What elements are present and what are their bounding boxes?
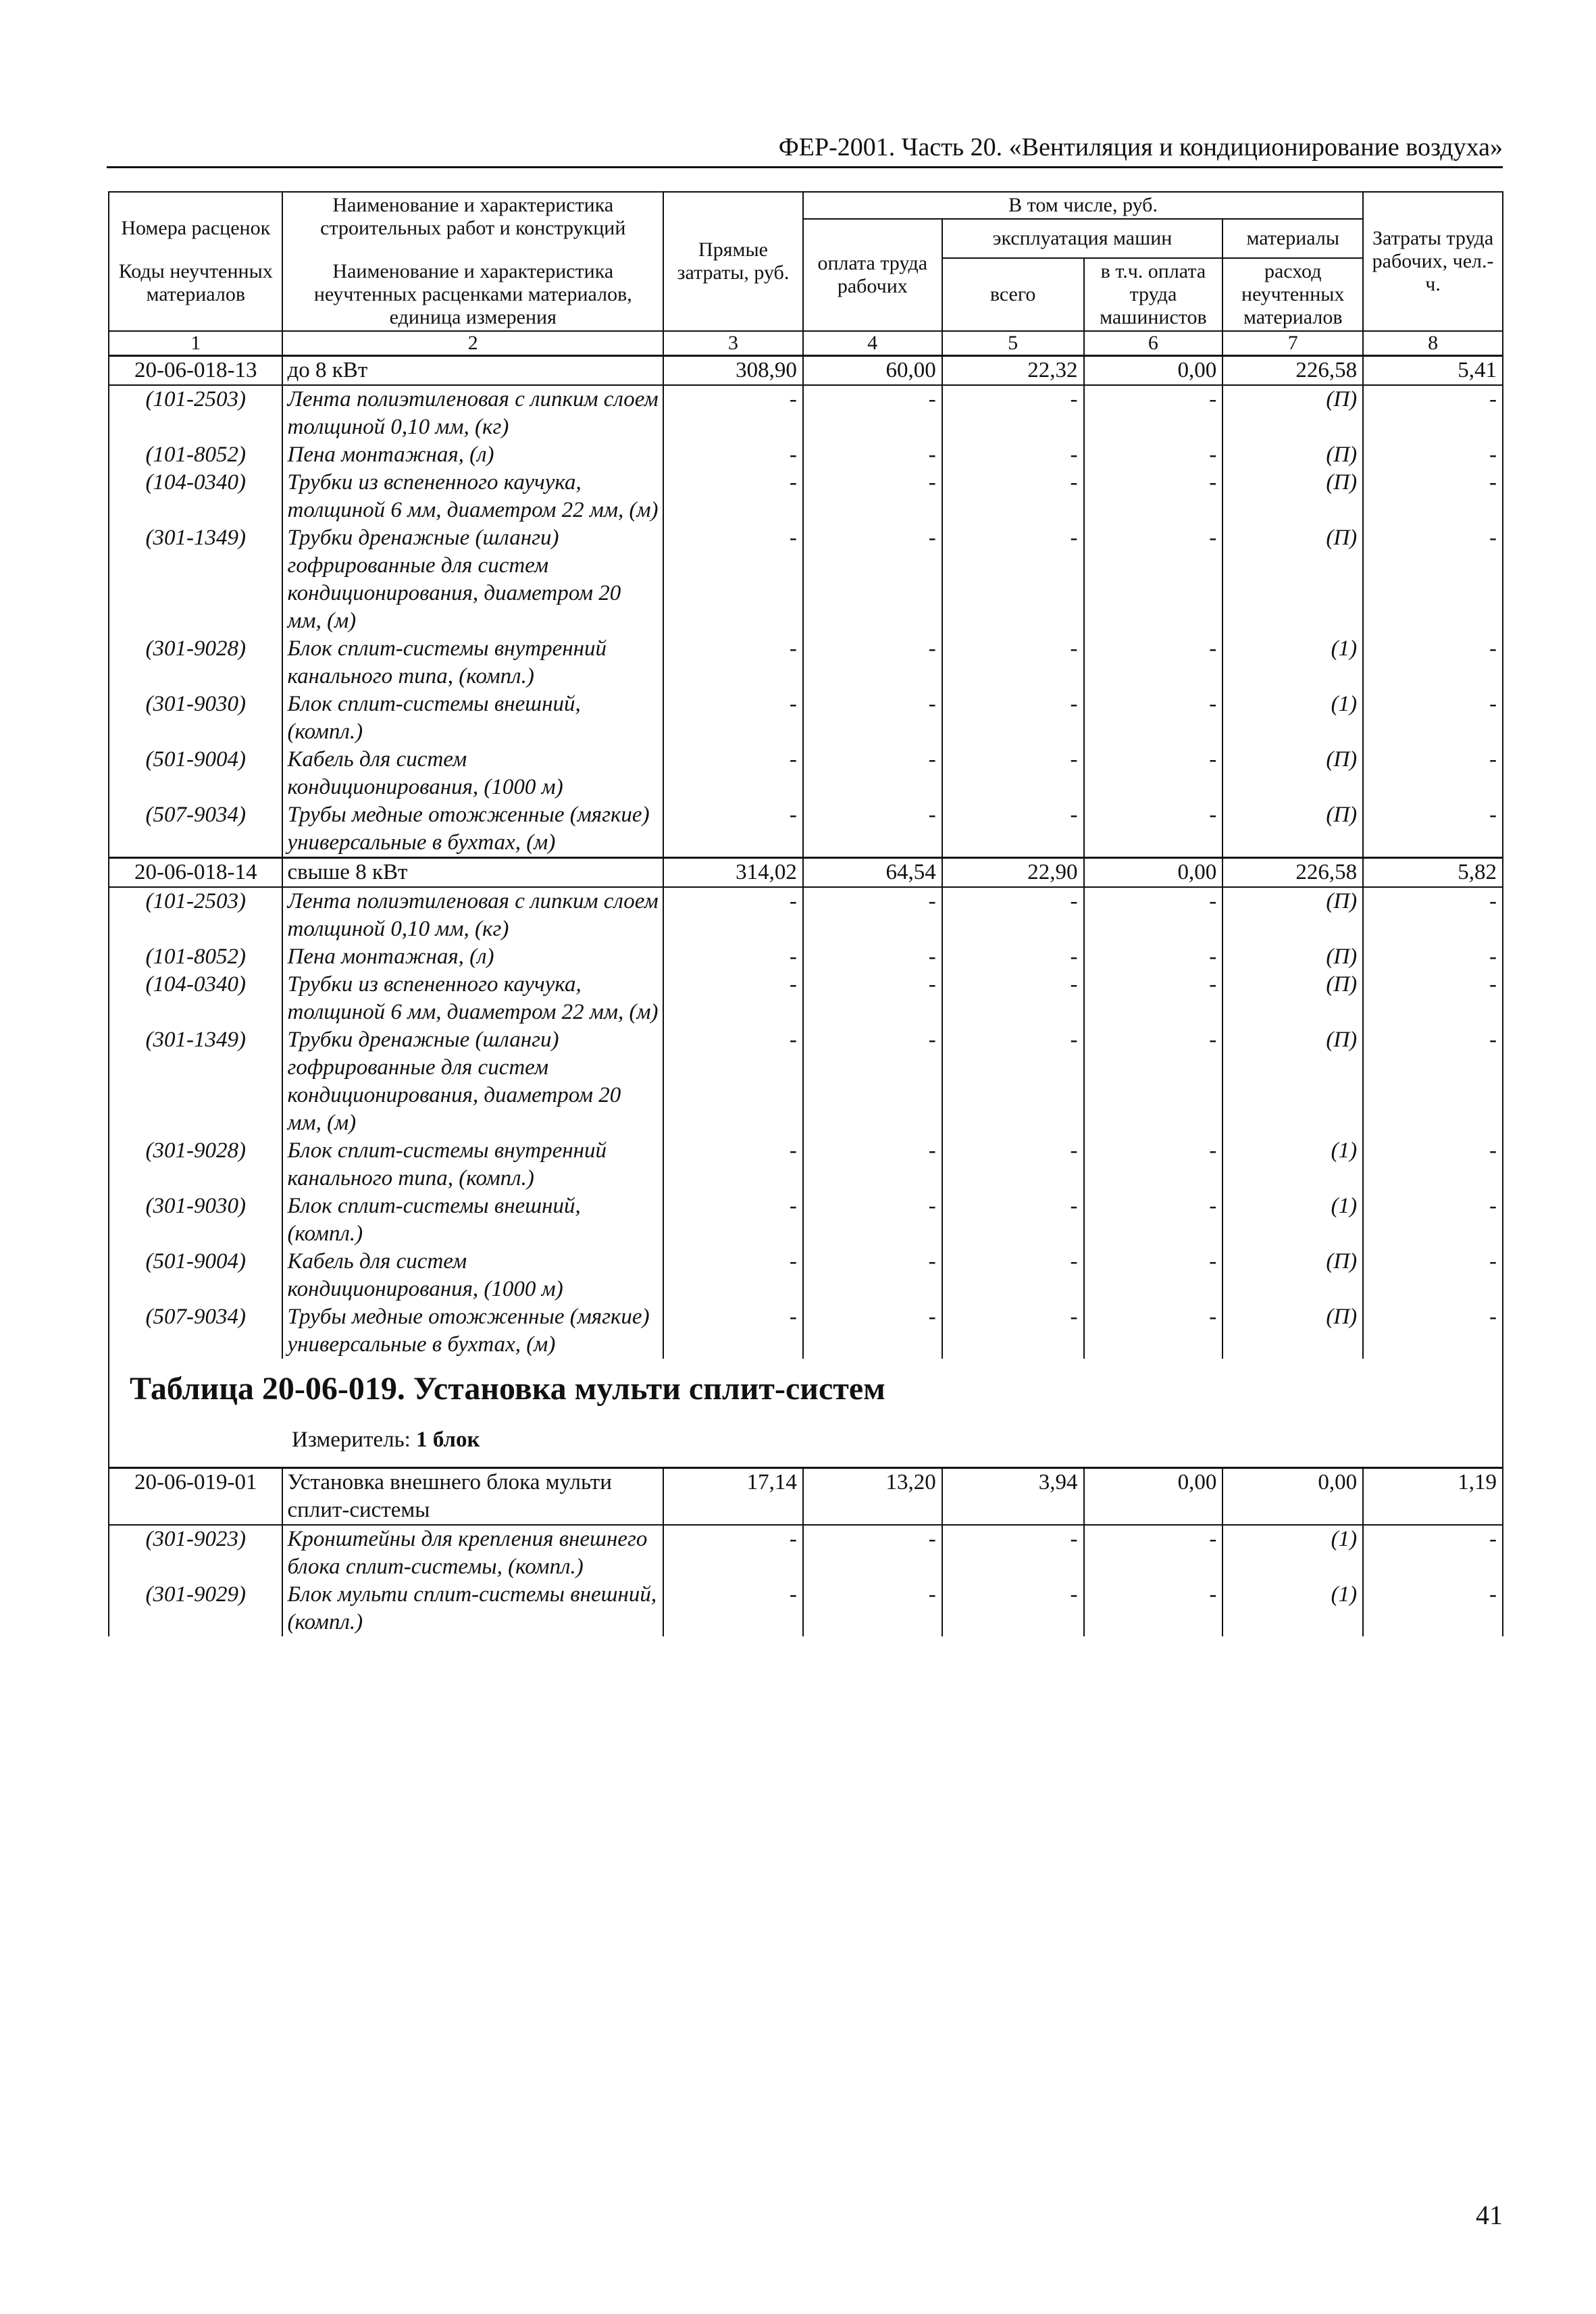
dash-cell: - [1084,441,1223,469]
column-number: 7 [1222,331,1363,356]
rate-code: 20-06-018-13 [109,356,282,386]
dash-cell: - [803,746,942,801]
rate-name: Установка внешнего блока мульти сплит-системы [282,1468,663,1526]
material-name: Трубки из вспененного каучука, толщиной 6 мм, диаметром 22 мм, (м) [282,469,663,524]
material-name: Кабель для систем кондиционирования, (1000 м) [282,1248,663,1303]
material-row [109,801,1503,858]
material-code: (507-9034) [109,1303,282,1359]
material-usage: (1) [1222,690,1363,746]
dash-cell: - [663,1137,803,1192]
header-worker-pay: оплата труда рабочих [803,219,942,331]
dash-cell: - [1363,1026,1503,1137]
dash-cell: - [663,1026,803,1137]
running-header: ФЕР-2001. Часть 20. «Вентиляция и кондиционирование воздуха» [778,133,1503,161]
header-work-name: Наименование и характеристика строительных работ и конструкций [320,194,626,239]
dash-cell: - [803,385,942,441]
material-code: (101-8052) [109,441,282,469]
dash-cell: - [942,1581,1084,1636]
rate-value-c3: 314,02 [663,858,803,888]
column-number: 3 [663,331,803,356]
dash-cell: - [1084,943,1223,971]
rate-value-c8: 5,41 [1363,356,1503,386]
dash-cell: - [1084,801,1223,858]
material-code: (301-9028) [109,635,282,690]
table2-title: Таблица 20-06-019. Установка мульти сплит-систем [130,1371,885,1407]
dash-cell: - [663,1303,803,1359]
dash-cell: - [1363,971,1503,1026]
material-row [109,1137,1503,1192]
material-usage: (П) [1222,524,1363,635]
material-name: Трубки дренажные (шланги) гофрированные для систем кондиционирования, диаметром 20 мм, (м) [282,1026,663,1137]
material-name: Трубы медные отожженные (мягкие) универсальные в бухтах, (м) [282,1303,663,1359]
dash-cell: - [663,1248,803,1303]
meter-value: 1 блок [416,1428,480,1452]
dash-cell: - [803,1192,942,1248]
table2-meter [292,1426,480,1453]
table2-caption [108,1359,1503,1467]
dash-cell: - [1363,635,1503,690]
material-code: (501-9004) [109,1248,282,1303]
dash-cell: - [942,385,1084,441]
material-code: (301-1349) [109,524,282,635]
material-code: (301-9029) [109,1581,282,1636]
material-row [109,1303,1503,1359]
material-usage: (П) [1222,1248,1363,1303]
dash-cell: - [1363,690,1503,746]
rates-table [108,191,1503,1359]
header-materials: материалы [1222,219,1363,258]
dash-cell: - [803,887,942,943]
dash-cell: - [1084,1248,1223,1303]
dash-cell: - [803,801,942,858]
dash-cell: - [1363,1581,1503,1636]
dash-cell: - [1363,801,1503,858]
material-row [109,1525,1503,1581]
dash-cell: - [663,690,803,746]
rate-value-c6: 0,00 [1084,1468,1223,1526]
material-usage: (П) [1222,801,1363,858]
dash-cell: - [663,469,803,524]
header-machines: эксплуатация машин [942,219,1223,258]
material-usage: (1) [1222,1581,1363,1636]
dash-cell: - [1363,385,1503,441]
rate-value-c5: 3,94 [942,1468,1084,1526]
material-code: (507-9034) [109,801,282,858]
dash-cell: - [1363,943,1503,971]
dash-cell: - [1363,1137,1503,1192]
dash-cell: - [803,524,942,635]
dash-cell: - [942,1303,1084,1359]
material-code: (301-9028) [109,1137,282,1192]
dash-cell: - [1363,524,1503,635]
column-number: 8 [1363,331,1503,356]
dash-cell: - [663,524,803,635]
rate-value-c4: 13,20 [803,1468,942,1526]
header-material-codes: Коды неучтенных материалов [118,260,273,305]
material-usage: (1) [1222,635,1363,690]
dash-cell: - [1363,441,1503,469]
dash-cell: - [803,1303,942,1359]
dash-cell: - [1363,1303,1503,1359]
dash-cell: - [1084,690,1223,746]
dash-cell: - [1084,469,1223,524]
material-usage: (П) [1222,385,1363,441]
column-number: 1 [109,331,282,356]
material-usage: (П) [1222,441,1363,469]
dash-cell: - [1084,887,1223,943]
header-material-name: Наименование и характеристика неучтенных расценками материалов, единица измерения [313,260,632,328]
dash-cell: - [663,887,803,943]
dash-cell: - [663,746,803,801]
material-name: Блок сплит-системы внутренний канального типа, (компл.) [282,1137,663,1192]
material-name: Трубки дренажные (шланги) гофрированные для систем кондиционирования, диаметром 20 мм, (м) [282,524,663,635]
header-including: В том числе, руб. [803,192,1363,219]
material-name: Блок сплит-системы внутренний канального типа, (компл.) [282,635,663,690]
dash-cell: - [1084,1137,1223,1192]
table-body [109,356,1503,1359]
dash-cell: - [663,385,803,441]
rate-row [109,1468,1503,1526]
column-number: 4 [803,331,942,356]
dash-cell: - [1363,1192,1503,1248]
material-name: Блок мульти сплит-системы внешний, (компл.) [282,1581,663,1636]
dash-cell: - [803,943,942,971]
material-name: Пена монтажная, (л) [282,943,663,971]
document-body [108,191,1503,1636]
dash-cell: - [803,441,942,469]
dash-cell: - [942,971,1084,1026]
dash-cell: - [942,1026,1084,1137]
dash-cell: - [1084,1303,1223,1359]
rate-value-c4: 60,00 [803,356,942,386]
material-code: (101-8052) [109,943,282,971]
dash-cell: - [942,1525,1084,1581]
material-code: (501-9004) [109,746,282,801]
dash-cell: - [803,1248,942,1303]
header-operator-pay: в т.ч. оплата труда машинистов [1084,258,1223,331]
dash-cell: - [1363,887,1503,943]
dash-cell: - [1363,1248,1503,1303]
dash-cell: - [663,971,803,1026]
dash-cell: - [942,887,1084,943]
material-row [109,1026,1503,1137]
material-name: Лента полиэтиленовая с липким слоем толщиной 0,10 мм, (кг) [282,887,663,943]
rate-value-c7: 226,58 [1222,858,1363,888]
material-usage: (1) [1222,1137,1363,1192]
dash-cell: - [663,441,803,469]
material-row [109,469,1503,524]
rate-row [109,356,1503,386]
material-row [109,690,1503,746]
rate-value-c8: 1,19 [1363,1468,1503,1526]
material-row [109,1248,1503,1303]
dash-cell: - [1363,469,1503,524]
rate-code: 20-06-019-01 [109,1468,282,1526]
header-rate-numbers: Номера расценок [121,217,271,239]
dash-cell: - [663,943,803,971]
material-code: (301-9030) [109,1192,282,1248]
material-usage: (П) [1222,469,1363,524]
rate-value-c3: 17,14 [663,1468,803,1526]
dash-cell: - [1363,746,1503,801]
dash-cell: - [1084,971,1223,1026]
rate-code: 20-06-018-14 [109,858,282,888]
dash-cell: - [663,1581,803,1636]
material-code: (301-9023) [109,1525,282,1581]
dash-cell: - [1363,1525,1503,1581]
header-rule [107,166,1503,168]
material-row [109,441,1503,469]
dash-cell: - [942,1137,1084,1192]
material-row [109,1192,1503,1248]
dash-cell: - [942,1192,1084,1248]
header-codes [109,192,282,331]
table-header [109,192,1503,356]
material-name: Лента полиэтиленовая с липким слоем толщиной 0,10 мм, (кг) [282,385,663,441]
dash-cell: - [942,943,1084,971]
dash-cell: - [803,469,942,524]
material-row [109,635,1503,690]
material-code: (301-9030) [109,690,282,746]
material-code: (104-0340) [109,469,282,524]
meter-label: Измеритель: [292,1428,411,1452]
material-row [109,524,1503,635]
header-machines-total: всего [942,258,1084,331]
dash-cell: - [663,635,803,690]
material-row [109,746,1503,801]
header-direct-costs: Прямые затраты, руб. [663,192,803,331]
material-usage: (П) [1222,1303,1363,1359]
material-name: Трубки из вспененного каучука, толщиной 6 мм, диаметром 22 мм, (м) [282,971,663,1026]
dash-cell: - [803,1026,942,1137]
rate-value-c4: 64,54 [803,858,942,888]
material-usage: (П) [1222,1026,1363,1137]
header-materials-usage: расход неучтенных материалов [1222,258,1363,331]
rate-value-c3: 308,90 [663,356,803,386]
dash-cell: - [1084,1192,1223,1248]
rates-table-2 [108,1467,1503,1636]
dash-cell: - [803,1137,942,1192]
dash-cell: - [663,1192,803,1248]
material-code: (101-2503) [109,385,282,441]
material-row [109,1581,1503,1636]
dash-cell: - [1084,635,1223,690]
material-code: (104-0340) [109,971,282,1026]
dash-cell: - [1084,1026,1223,1137]
rate-value-c5: 22,90 [942,858,1084,888]
dash-cell: - [942,690,1084,746]
dash-cell: - [803,1525,942,1581]
rate-name: до 8 кВт [282,356,663,386]
rate-value-c7: 0,00 [1222,1468,1363,1526]
material-usage: (1) [1222,1192,1363,1248]
dash-cell: - [942,635,1084,690]
material-row [109,887,1503,943]
dash-cell: - [1084,524,1223,635]
rate-name: свыше 8 кВт [282,858,663,888]
dash-cell: - [803,1581,942,1636]
dash-cell: - [942,746,1084,801]
material-usage: (1) [1222,1525,1363,1581]
material-name: Пена монтажная, (л) [282,441,663,469]
rate-value-c5: 22,32 [942,356,1084,386]
material-usage: (П) [1222,887,1363,943]
rate-value-c6: 0,00 [1084,356,1223,386]
header-names [282,192,663,331]
material-name: Трубы медные отожженные (мягкие) универсальные в бухтах, (м) [282,801,663,858]
dash-cell: - [1084,385,1223,441]
material-usage: (П) [1222,971,1363,1026]
column-numbers-row [109,331,1503,356]
rate-value-c8: 5,82 [1363,858,1503,888]
dash-cell: - [803,635,942,690]
material-name: Блок сплит-системы внешний, (компл.) [282,690,663,746]
dash-cell: - [1084,746,1223,801]
dash-cell: - [803,690,942,746]
dash-cell: - [942,441,1084,469]
material-code: (301-1349) [109,1026,282,1137]
material-row [109,971,1503,1026]
material-usage: (П) [1222,746,1363,801]
dash-cell: - [1084,1525,1223,1581]
rate-row [109,858,1503,888]
rate-value-c7: 226,58 [1222,356,1363,386]
material-name: Блок сплит-системы внешний, (компл.) [282,1192,663,1248]
dash-cell: - [942,469,1084,524]
material-row [109,943,1503,971]
material-row [109,385,1503,441]
dash-cell: - [942,1248,1084,1303]
column-number: 5 [942,331,1084,356]
dash-cell: - [942,524,1084,635]
dash-cell: - [663,1525,803,1581]
header-labor-hours: Затраты труда рабочих, чел.-ч. [1363,192,1503,331]
page-number: 41 [1476,2200,1503,2230]
rate-value-c6: 0,00 [1084,858,1223,888]
column-number: 6 [1084,331,1223,356]
material-code: (101-2503) [109,887,282,943]
table2-body [109,1468,1503,1637]
material-name: Кронштейны для крепления внешнего блока сплит-системы, (компл.) [282,1525,663,1581]
column-number: 2 [282,331,663,356]
dash-cell: - [1084,1581,1223,1636]
material-usage: (П) [1222,943,1363,971]
dash-cell: - [663,801,803,858]
dash-cell: - [942,801,1084,858]
material-name: Кабель для систем кондиционирования, (1000 м) [282,746,663,801]
dash-cell: - [803,971,942,1026]
